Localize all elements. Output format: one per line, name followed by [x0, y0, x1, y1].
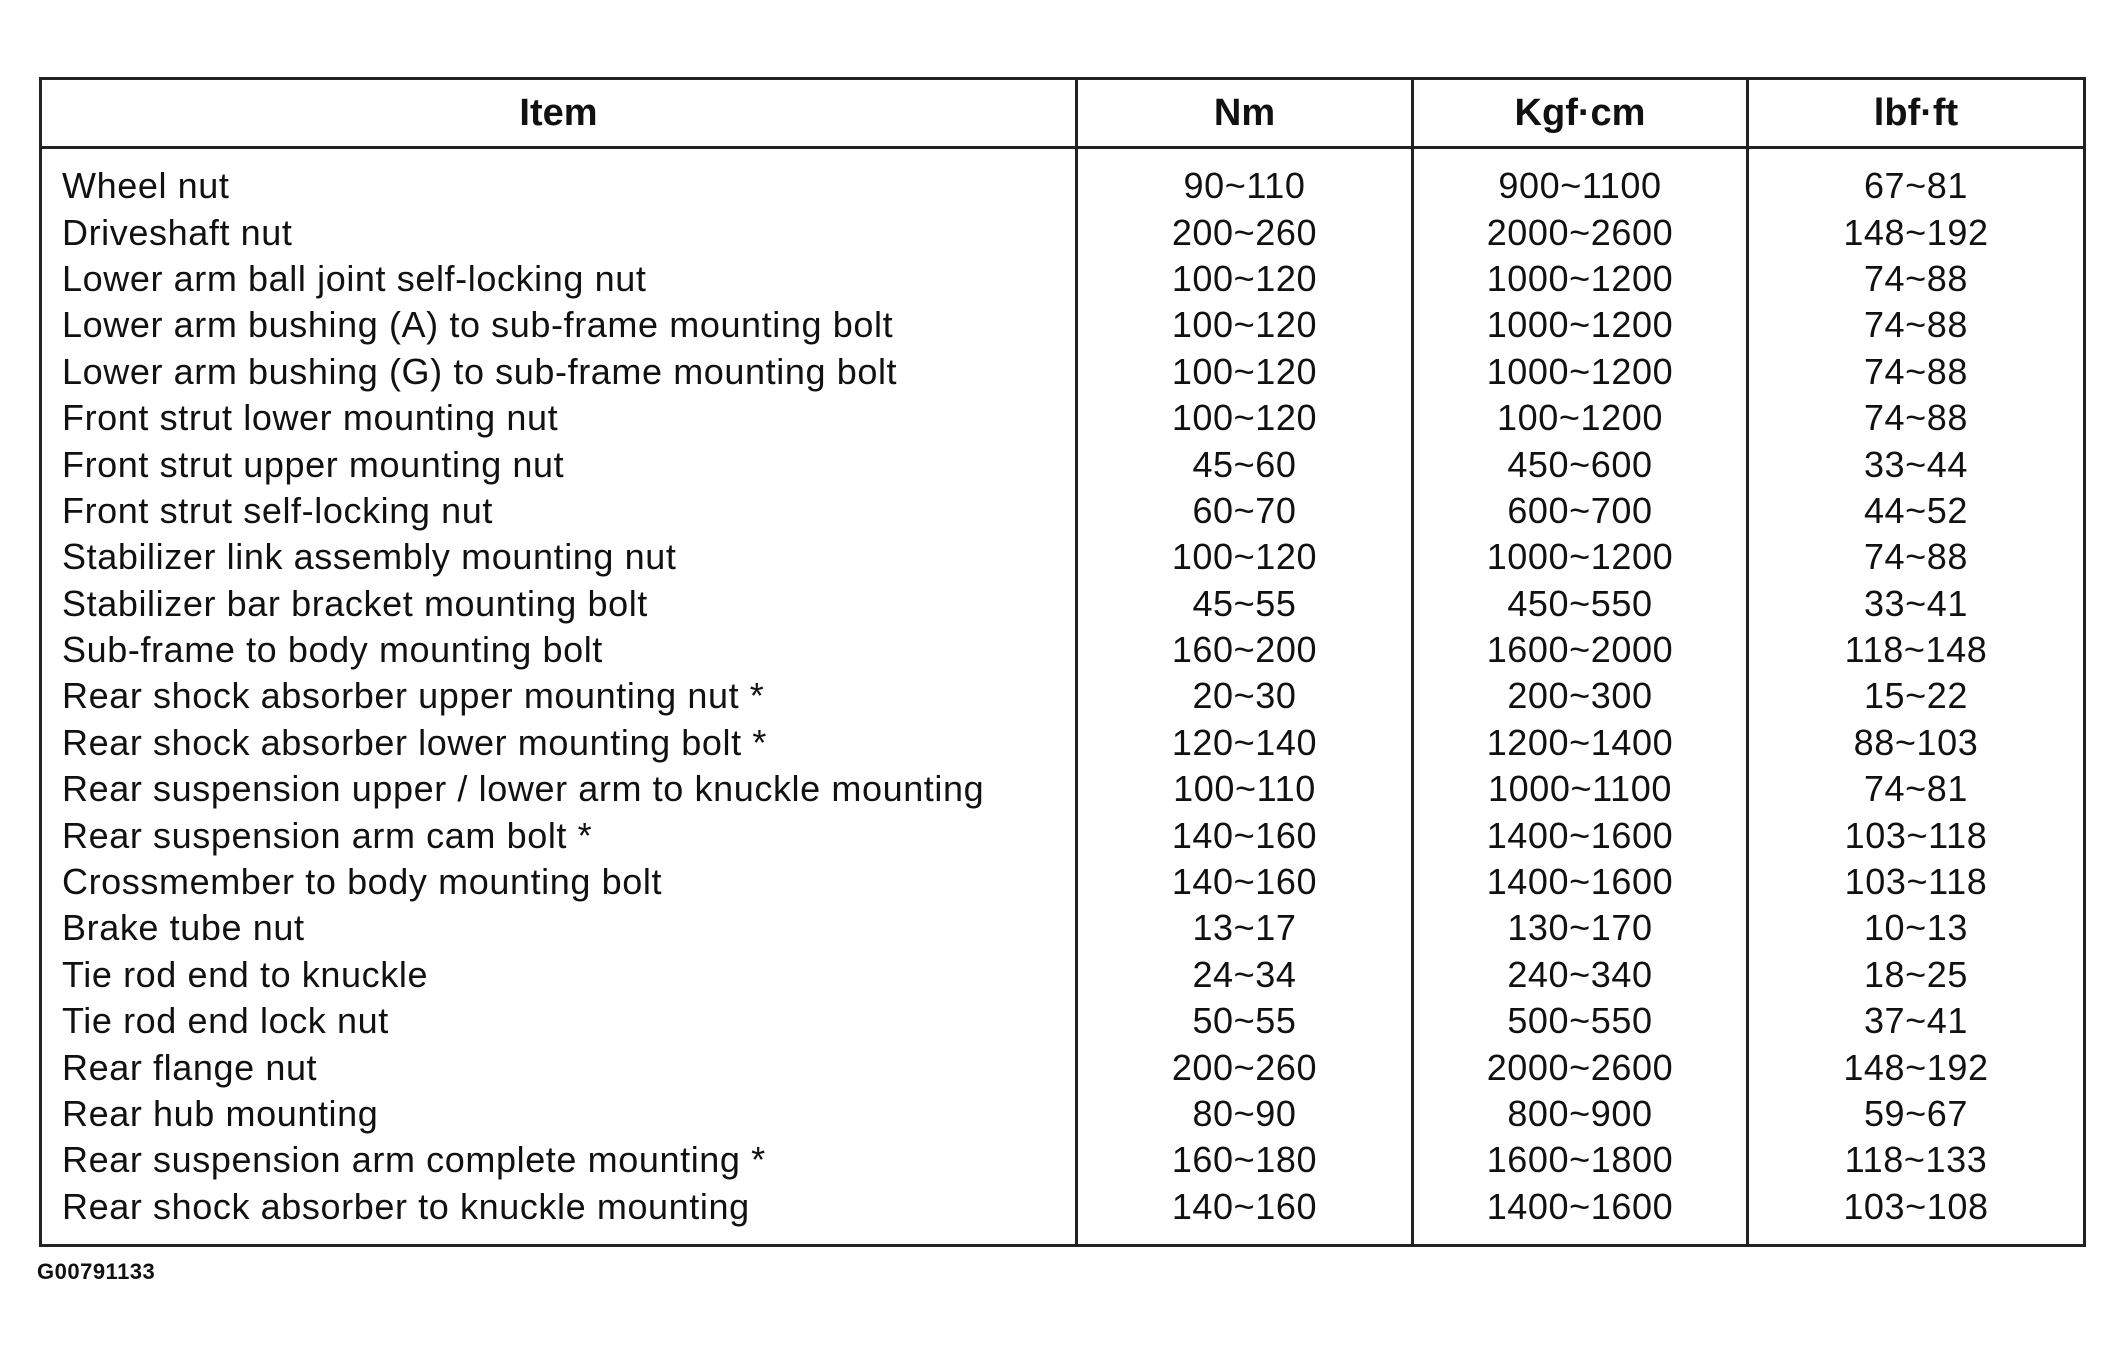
nm-cell: 24~34 [1077, 952, 1413, 998]
nm-cell: 60~70 [1077, 488, 1413, 534]
nm-cell: 140~160 [1077, 1184, 1413, 1246]
table-row [41, 720, 2085, 766]
kgfcm-cell: 450~600 [1413, 441, 1748, 487]
table-row [41, 627, 2085, 673]
table-row [41, 952, 2085, 998]
figure-code: G00791133 [37, 1259, 156, 1284]
kgfcm-cell: 240~340 [1413, 952, 1748, 998]
item-cell: Front strut upper mounting nut [41, 441, 1077, 487]
nm-cell: 100~110 [1077, 766, 1413, 812]
kgfcm-cell: 800~900 [1413, 1091, 1748, 1137]
item-cell: Rear shock absorber lower mounting bolt * [41, 720, 1077, 766]
lbfft-cell: 74~88 [1748, 395, 2085, 441]
nm-cell: 120~140 [1077, 720, 1413, 766]
nm-cell: 20~30 [1077, 673, 1413, 719]
nm-cell: 160~180 [1077, 1137, 1413, 1183]
item-cell: Sub-frame to body mounting bolt [41, 627, 1077, 673]
item-cell: Lower arm bushing (G) to sub-frame mounting bolt [41, 349, 1077, 395]
kgfcm-cell: 1000~1200 [1413, 534, 1748, 580]
table-row [41, 859, 2085, 905]
table-row [41, 1091, 2085, 1137]
table-row [41, 905, 2085, 951]
table-header [41, 79, 2085, 148]
lbfft-cell: 33~41 [1748, 581, 2085, 627]
lbfft-cell: 15~22 [1748, 673, 2085, 719]
table-row [41, 1137, 2085, 1183]
nm-cell: 80~90 [1077, 1091, 1413, 1137]
header-nm: Nm [1077, 79, 1413, 148]
kgfcm-cell: 1600~1800 [1413, 1137, 1748, 1183]
item-cell: Rear shock absorber to knuckle mounting [41, 1184, 1077, 1246]
kgfcm-cell: 1400~1600 [1413, 812, 1748, 858]
kgfcm-cell: 1000~1200 [1413, 349, 1748, 395]
header-item: Item [41, 79, 1077, 148]
nm-cell: 140~160 [1077, 812, 1413, 858]
table-row [41, 581, 2085, 627]
table-row [41, 488, 2085, 534]
item-cell: Lower arm bushing (A) to sub-frame mounting bolt [41, 302, 1077, 348]
item-cell: Rear flange nut [41, 1044, 1077, 1090]
nm-cell: 100~120 [1077, 302, 1413, 348]
nm-cell: 100~120 [1077, 395, 1413, 441]
lbfft-cell: 67~81 [1748, 148, 2085, 210]
kgfcm-cell: 1000~1200 [1413, 302, 1748, 348]
table-row [41, 534, 2085, 580]
table-body [41, 148, 2085, 1246]
item-cell: Tie rod end to knuckle [41, 952, 1077, 998]
nm-cell: 160~200 [1077, 627, 1413, 673]
item-cell: Rear shock absorber upper mounting nut * [41, 673, 1077, 719]
lbfft-cell: 88~103 [1748, 720, 2085, 766]
table-row [41, 209, 2085, 255]
lbfft-cell: 10~13 [1748, 905, 2085, 951]
lbfft-cell: 74~88 [1748, 534, 2085, 580]
lbfft-cell: 103~118 [1748, 859, 2085, 905]
nm-cell: 200~260 [1077, 1044, 1413, 1090]
nm-cell: 200~260 [1077, 209, 1413, 255]
item-cell: Front strut self-locking nut [41, 488, 1077, 534]
kgfcm-cell: 1400~1600 [1413, 859, 1748, 905]
lbfft-cell: 18~25 [1748, 952, 2085, 998]
table-row [41, 998, 2085, 1044]
item-cell: Rear suspension upper / lower arm to knuckle mounting [41, 766, 1077, 812]
lbfft-cell: 103~118 [1748, 812, 2085, 858]
table-row [41, 349, 2085, 395]
nm-cell: 100~120 [1077, 349, 1413, 395]
lbfft-cell: 59~67 [1748, 1091, 2085, 1137]
lbfft-cell: 103~108 [1748, 1184, 2085, 1246]
table-row [41, 395, 2085, 441]
nm-cell: 50~55 [1077, 998, 1413, 1044]
table-row [41, 1184, 2085, 1246]
lbfft-cell: 118~133 [1748, 1137, 2085, 1183]
kgfcm-cell: 2000~2600 [1413, 1044, 1748, 1090]
item-cell: Rear suspension arm complete mounting * [41, 1137, 1077, 1183]
item-cell: Rear hub mounting [41, 1091, 1077, 1137]
kgfcm-cell: 900~1100 [1413, 148, 1748, 210]
lbfft-cell: 44~52 [1748, 488, 2085, 534]
item-cell: Crossmember to body mounting bolt [41, 859, 1077, 905]
item-cell: Stabilizer bar bracket mounting bolt [41, 581, 1077, 627]
kgfcm-cell: 500~550 [1413, 998, 1748, 1044]
nm-cell: 13~17 [1077, 905, 1413, 951]
lbfft-cell: 148~192 [1748, 1044, 2085, 1090]
kgfcm-cell: 1400~1600 [1413, 1184, 1748, 1246]
kgfcm-cell: 600~700 [1413, 488, 1748, 534]
table-row [41, 1044, 2085, 1090]
table-row [41, 766, 2085, 812]
item-cell: Rear suspension arm cam bolt * [41, 812, 1077, 858]
nm-cell: 140~160 [1077, 859, 1413, 905]
kgfcm-cell: 1000~1100 [1413, 766, 1748, 812]
kgfcm-cell: 100~1200 [1413, 395, 1748, 441]
table-row [41, 148, 2085, 210]
item-cell: Lower arm ball joint self-locking nut [41, 256, 1077, 302]
item-cell: Driveshaft nut [41, 209, 1077, 255]
lbfft-cell: 74~88 [1748, 302, 2085, 348]
kgfcm-cell: 130~170 [1413, 905, 1748, 951]
kgfcm-cell: 1000~1200 [1413, 256, 1748, 302]
nm-cell: 45~55 [1077, 581, 1413, 627]
kgfcm-cell: 450~550 [1413, 581, 1748, 627]
table-row [41, 812, 2085, 858]
nm-cell: 45~60 [1077, 441, 1413, 487]
item-cell: Brake tube nut [41, 905, 1077, 951]
item-cell: Front strut lower mounting nut [41, 395, 1077, 441]
item-cell: Tie rod end lock nut [41, 998, 1077, 1044]
item-cell: Stabilizer link assembly mounting nut [41, 534, 1077, 580]
lbfft-cell: 74~88 [1748, 256, 2085, 302]
lbfft-cell: 148~192 [1748, 209, 2085, 255]
lbfft-cell: 74~88 [1748, 349, 2085, 395]
kgfcm-cell: 1600~2000 [1413, 627, 1748, 673]
header-row [41, 79, 2085, 148]
nm-cell: 90~110 [1077, 148, 1413, 210]
lbfft-cell: 33~44 [1748, 441, 2085, 487]
kgfcm-cell: 1200~1400 [1413, 720, 1748, 766]
nm-cell: 100~120 [1077, 534, 1413, 580]
table-row [41, 673, 2085, 719]
torque-spec-table [39, 77, 2086, 1247]
kgfcm-cell: 200~300 [1413, 673, 1748, 719]
nm-cell: 100~120 [1077, 256, 1413, 302]
header-kgfcm: Kgf·cm [1413, 79, 1748, 148]
table-row [41, 302, 2085, 348]
header-lbfft: lbf·ft [1748, 79, 2085, 148]
table-row [41, 441, 2085, 487]
item-cell: Wheel nut [41, 148, 1077, 210]
table-row [41, 256, 2085, 302]
lbfft-cell: 74~81 [1748, 766, 2085, 812]
lbfft-cell: 37~41 [1748, 998, 2085, 1044]
kgfcm-cell: 2000~2600 [1413, 209, 1748, 255]
lbfft-cell: 118~148 [1748, 627, 2085, 673]
